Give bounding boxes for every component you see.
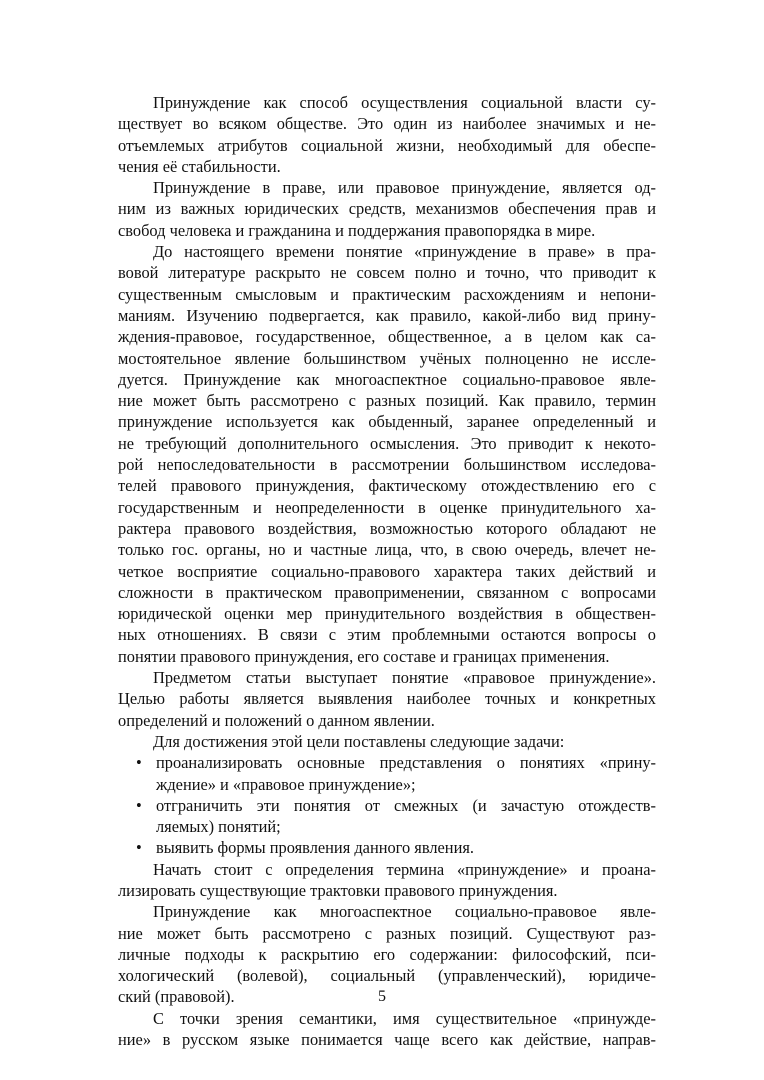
text-line: рой непоследовательности в рассмотрении большинством исследова- bbox=[118, 455, 656, 475]
task-list bbox=[118, 752, 656, 858]
page-number: 5 bbox=[378, 988, 386, 1005]
text-line: Начать стоит с определения термина «принуждение» и проана- bbox=[153, 859, 656, 879]
text-line: ных отношениях. В связи с этим проблемными остаются вопросы о bbox=[118, 625, 656, 645]
text-line: принуждение используется как обыденный, заранее определенный и bbox=[118, 412, 656, 432]
text-line: понятии правового принуждения, его составе и границах применения. bbox=[118, 646, 610, 666]
text-line: дуется. Принуждение как многоаспектное социально-правовое явле- bbox=[118, 369, 656, 389]
list-item bbox=[118, 752, 656, 795]
text-line: лизировать существующие трактовки правового принуждения. bbox=[118, 880, 558, 900]
text-line: Принуждение как способ осуществления социальной власти су- bbox=[153, 93, 656, 112]
text-line: свобод человека и гражданина и поддержания правопорядка в мире. bbox=[118, 220, 596, 240]
paragraph bbox=[118, 241, 656, 667]
text-line: ществует во всяком обществе. Это один из наиболее значимых и не- bbox=[118, 114, 656, 134]
text-line: только гос. органы, но и частные лица, что, в свою очередь, влечет не- bbox=[118, 540, 656, 560]
paragraph bbox=[118, 859, 656, 902]
text-line: хологический (волевой), социальный (управленческий), юридиче- bbox=[118, 966, 656, 986]
body-text bbox=[118, 92, 656, 1050]
text-line: Предметом статьи выступает понятие «правовое принуждение». bbox=[153, 668, 656, 688]
text-line: вовой литературе раскрыто не совсем полно и точно, что приводит к bbox=[118, 263, 656, 283]
text-line: С точки зрения семантики, имя существительное «принужде- bbox=[153, 1008, 656, 1028]
text-line: государственным и неопределенности в оценке принудительного ха- bbox=[118, 497, 656, 517]
text-line: маниям. Изучению подвергается, как правило, какой-либо вид прину- bbox=[118, 305, 656, 325]
text-line: сложности в практическом правоприменении, связанном с вопросами bbox=[118, 582, 656, 602]
text-line: ский (правовой). bbox=[118, 987, 235, 1007]
text-line: не требующий дополнительного осмысления. Это приводит к некото- bbox=[118, 433, 656, 453]
paragraph bbox=[118, 177, 656, 241]
text-line: существенным смысловым и практическим расхождениям и непони- bbox=[118, 284, 656, 304]
text-line: Принуждение в праве, или правовое принуждение, является од- bbox=[153, 178, 656, 198]
paragraph bbox=[118, 667, 656, 731]
text-line: мостоятельное явление большинством учёных полноценно не иссле- bbox=[118, 348, 656, 368]
paragraph bbox=[118, 731, 656, 752]
text-line: Принуждение как многоаспектное социально-правовое явле- bbox=[153, 902, 656, 922]
text-line: четкое восприятие социально-правового характера таких действий и bbox=[118, 561, 656, 581]
text-line: ние может быть рассмотрено с разных позиций. Как правило, термин bbox=[118, 391, 656, 411]
list-item-text: проанализировать основные представления о понятиях «прину- bbox=[156, 753, 656, 773]
text-line: ние может быть рассмотрено с разных позиций. Существуют раз- bbox=[118, 923, 656, 943]
text-line: Для достижения этой цели поставлены следующие задачи: bbox=[153, 731, 565, 751]
text-line: личные подходы к раскрытию его содержании: философский, пси- bbox=[118, 944, 656, 964]
text-line: рактера правового воздействия, возможностью которого обладают не bbox=[118, 518, 656, 538]
paragraph bbox=[118, 1008, 656, 1051]
paragraph bbox=[118, 92, 656, 177]
list-item-text: ждение» и «правовое принуждение»; bbox=[156, 774, 416, 794]
text-line: телей правового принуждения, фактическому отождествлению его с bbox=[118, 476, 656, 496]
text-line: ним из важных юридических средств, механизмов обеспечения прав и bbox=[118, 199, 656, 219]
text-line: ждения-правовое, государственное, общественное, а в целом как са- bbox=[118, 327, 656, 347]
list-item bbox=[118, 795, 656, 838]
text-line: отъемлемых атрибутов социальной жизни, необходимый для обеспе- bbox=[118, 135, 656, 155]
bullet-icon: • bbox=[136, 753, 142, 773]
list-item-text: отграничить эти понятия от смежных (и зачастую отождеств- bbox=[156, 795, 656, 815]
text-line: ние» в русском языке понимается чаще всего как действие, направ- bbox=[118, 1030, 656, 1050]
bullet-icon: • bbox=[136, 795, 142, 815]
list-item-text: выявить формы проявления данного явления. bbox=[156, 838, 474, 858]
text-line: Целью работы является выявления наиболее точных и конкретных bbox=[118, 689, 656, 709]
bullet-icon: • bbox=[136, 838, 142, 858]
list-item bbox=[118, 837, 656, 858]
text-line: определений и положений о данном явлении. bbox=[118, 710, 435, 730]
list-item-text: ляемых) понятий; bbox=[156, 817, 281, 837]
text-line: чения её стабильности. bbox=[118, 156, 281, 176]
text-line: До настоящего времени понятие «принуждение в праве» в пра- bbox=[153, 242, 656, 262]
text-line: юридической оценки мер принудительного воздействия в обществен- bbox=[118, 604, 656, 624]
